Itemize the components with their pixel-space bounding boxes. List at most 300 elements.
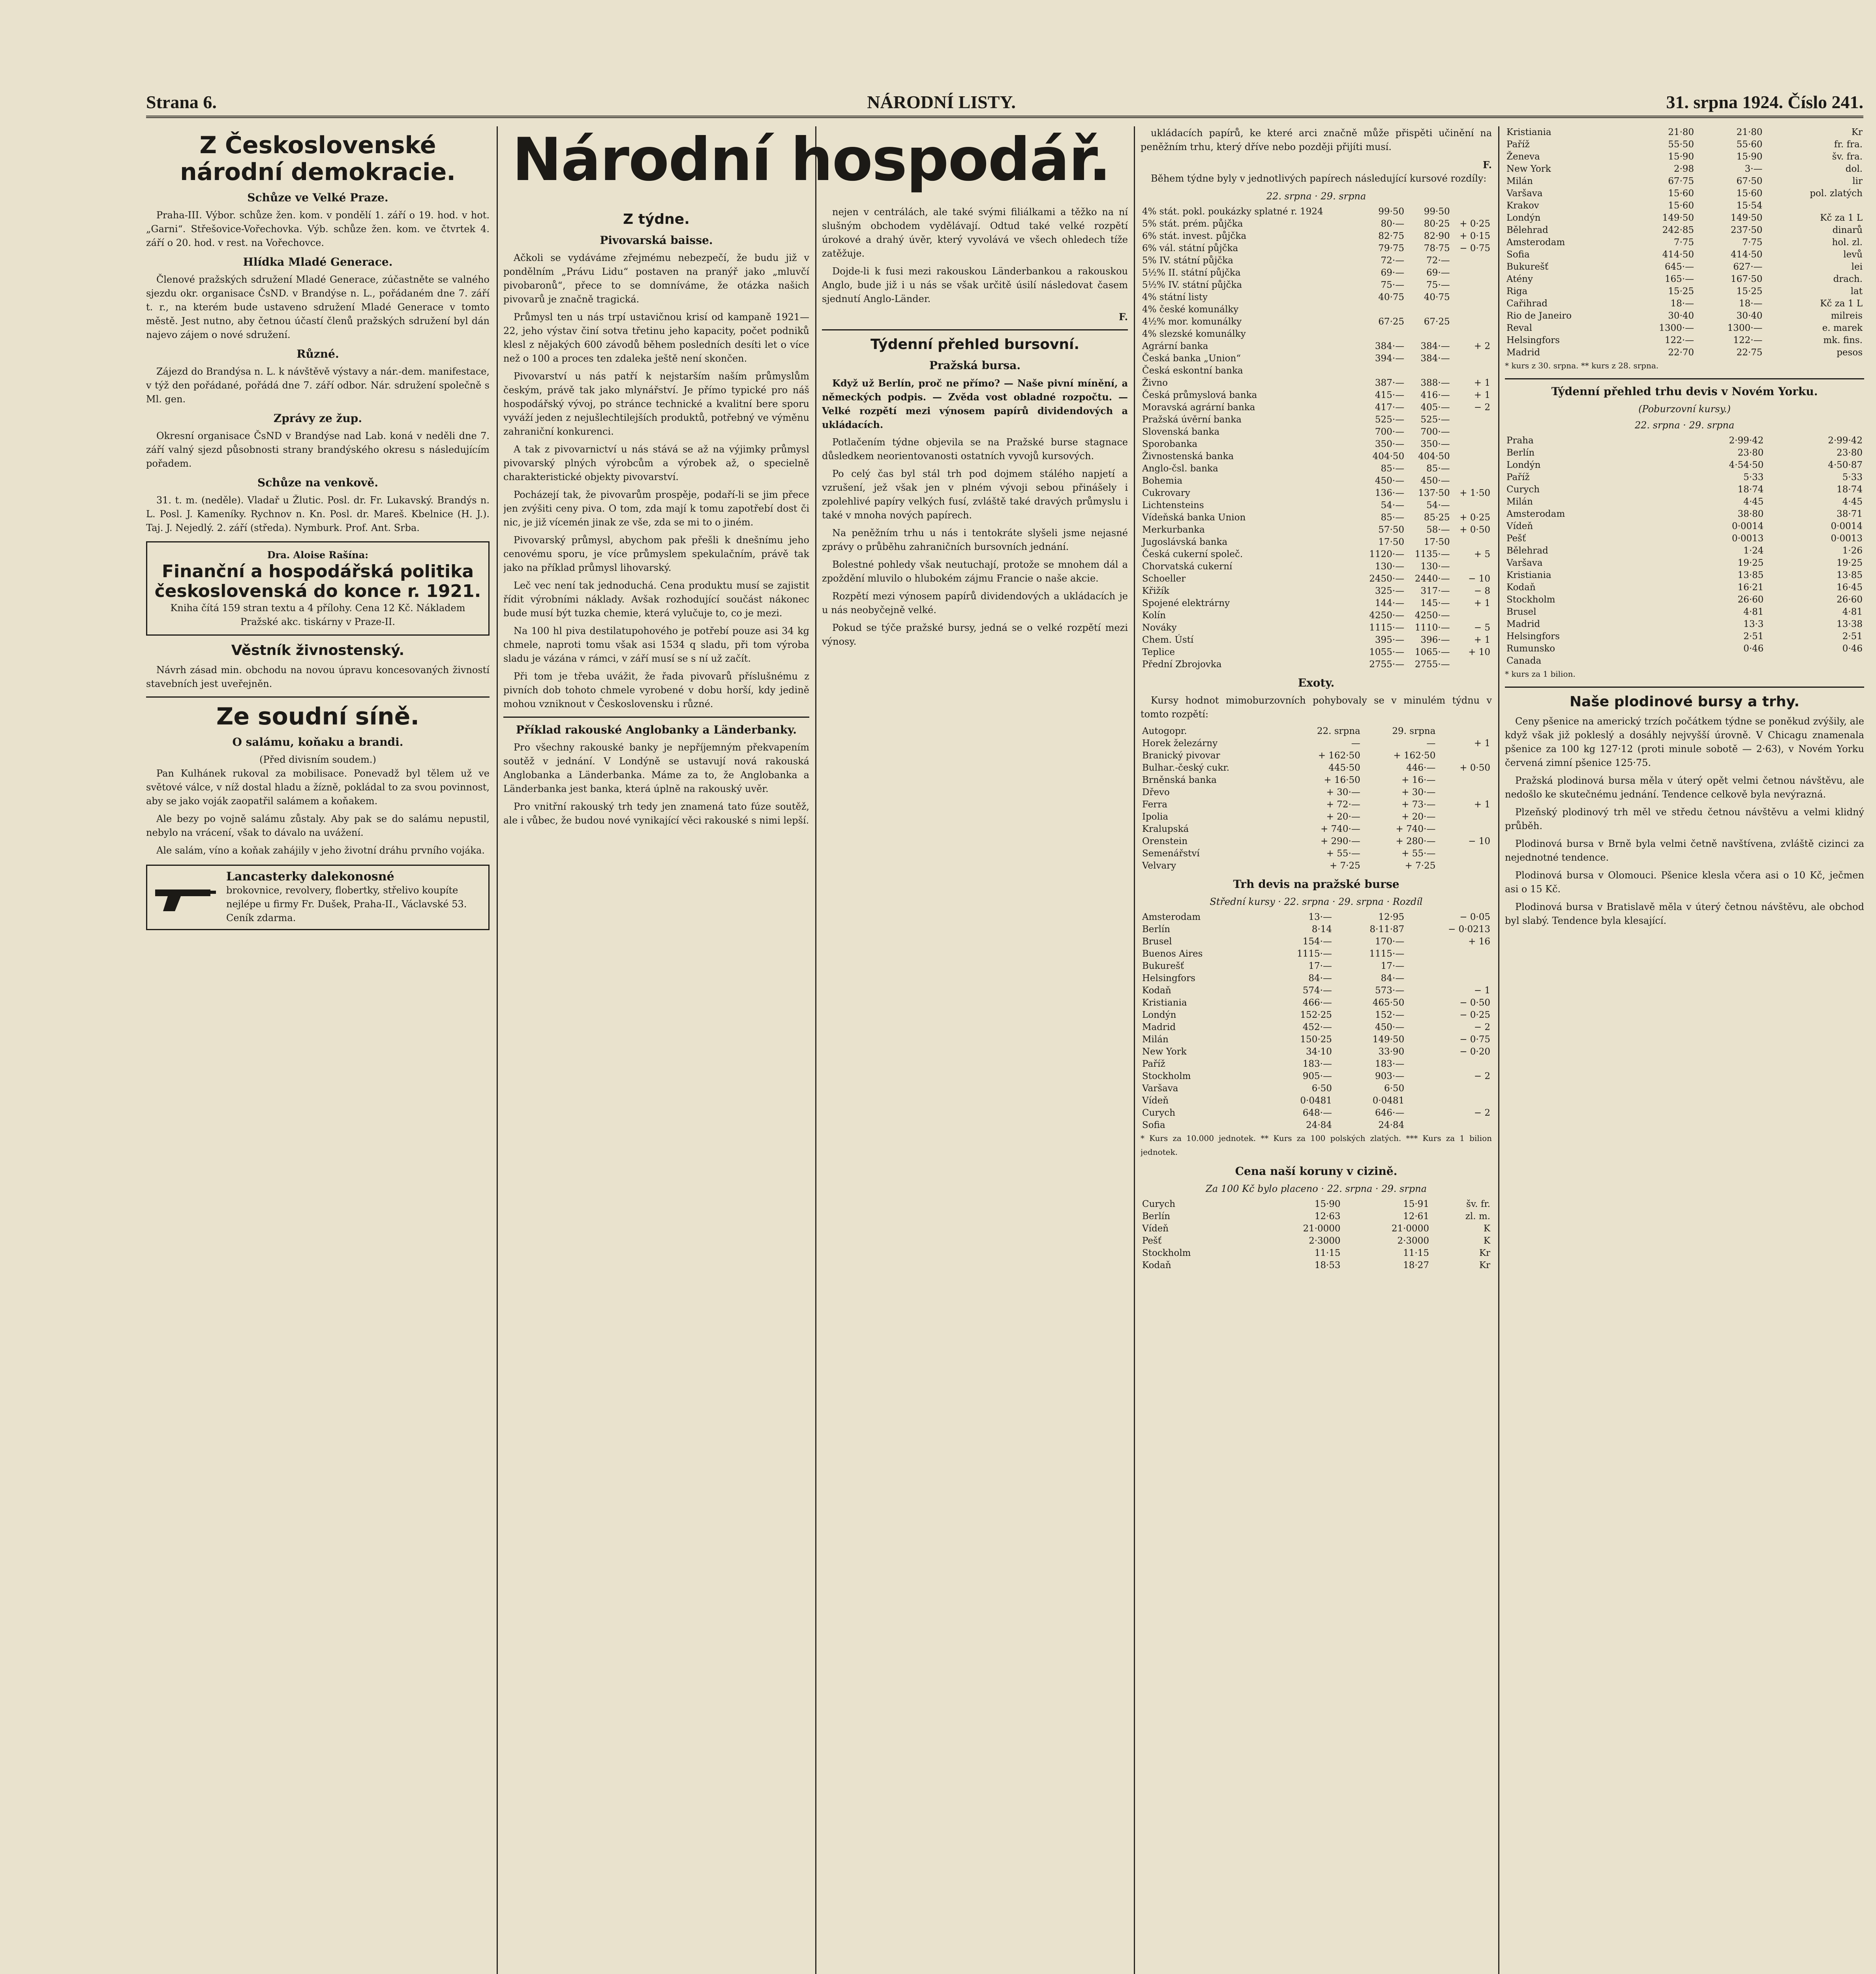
- table-row: [1141, 389, 1492, 402]
- table-row: [1141, 823, 1492, 835]
- row-label: Curych: [1142, 1199, 1176, 1209]
- row-label: Sporobanka: [1142, 439, 1198, 449]
- table-row: [1141, 499, 1492, 512]
- table-row: [1141, 1034, 1492, 1046]
- row-label: Kodaň: [1142, 1260, 1171, 1270]
- row-label: Londýn: [1506, 460, 1541, 470]
- table-row: [1141, 426, 1492, 438]
- cell-value: 79·75: [1378, 243, 1405, 253]
- paragraph: Ceny pšenice na americký trzích počátkem týdne se poněkud zvýšily, ale když však již pokleslý a dosáhly nejvyšší úrovně. V Chicagu znamenala pšenice za 100 kg 127·12 (proti minule sobotě — 2·63), v Novém Yorku červená zimní pšenice 125·75.: [1505, 716, 1864, 768]
- cell-value: 15·90: [1314, 1199, 1341, 1209]
- cell-value: [1452, 316, 1492, 328]
- cell-value: 19·25: [1837, 558, 1863, 568]
- paragraph: Plzeňský plodinový trh měl ve středu četnou návštěvu a velmi klidný průběh.: [1505, 807, 1864, 831]
- cell-value: 4·54·50: [1729, 460, 1764, 470]
- cell-value: [1437, 860, 1492, 872]
- paragraph: Praha-III. Výbor. schůze žen. kom. v pondělí 1. září o 19. hod. v hot. „Garni“. Střešovice-Vořechovka. Výb. schůze žen. kom. ve čtvrtek 4. září o 20. hod. v rest. na Vořechovce.: [146, 210, 490, 248]
- cell-value: + 1: [1474, 635, 1490, 645]
- cell-value: − 2: [1474, 1022, 1490, 1032]
- section-heading: Týdenní přehled bursovní.: [870, 336, 1080, 353]
- cell-value: 82·75: [1378, 231, 1405, 241]
- row-label: Česká průmyslová banka: [1142, 390, 1257, 400]
- cell-value: 15·90: [1736, 152, 1763, 162]
- cell-value: − 2: [1474, 402, 1490, 413]
- table-row: [1505, 139, 1864, 151]
- cell-value: [1452, 206, 1492, 218]
- cell-value: [1452, 414, 1492, 426]
- table-row: [1141, 1198, 1492, 1210]
- cell-value: 237·50: [1730, 225, 1763, 235]
- cell-value: milreis: [1831, 311, 1863, 321]
- table-row: [1141, 279, 1492, 291]
- cell-value: 30·40: [1736, 311, 1763, 321]
- cell-value: − 8: [1474, 586, 1490, 596]
- cell-value: 72·—: [1426, 255, 1450, 266]
- row-label: Rio de Janeiro: [1506, 311, 1572, 321]
- cell-value: 387·—: [1375, 378, 1405, 388]
- cell-value: + 1·50: [1460, 488, 1490, 498]
- row-label: New York: [1506, 164, 1551, 174]
- cell-value: šv. fr.: [1466, 1199, 1490, 1209]
- cell-value: 149·50: [1662, 213, 1694, 223]
- paragraph: Průmysl ten u nás trpí ustavičnou krisí od kampaně 1921—22, jeho výstav činí sotva třetinu jeho kapacity, počet podniků klesl z nějakých 600 závodů během posledních desíti let o více než o 100 a proces ten zdaleka ještě není skončen.: [503, 311, 809, 364]
- paragraph: Plodinová bursa v Olomouci. Pšenice klesla včera asi o 10 Kč, ječmen asi o 15 Kč.: [1505, 870, 1864, 895]
- row-label: Rumunsko: [1506, 644, 1555, 654]
- cell-value: [1437, 786, 1492, 799]
- cell-value: 18·—: [1739, 298, 1763, 309]
- cell-value: 26·60: [1737, 595, 1764, 605]
- cell-value: 1110·—: [1415, 623, 1450, 633]
- section-heading: Ze soudní síně.: [216, 703, 420, 730]
- paragraph: 31. t. m. (neděle). Vladař u Žlutic. Posl. dr. Fr. Lukavský. Brandýs n. L. Posl. J. Kameníky. Rychnov n. Kn. Posl. dr. Mareš. Kbelnice (H. J.). Taj. J. Nejedlý. 2. září (středa). Nymburk. Prof. Ant. Srba.: [146, 495, 490, 533]
- cell-value: + 162·50: [1393, 751, 1436, 761]
- row-label: Živnostenská banka: [1142, 451, 1234, 462]
- table-row: [1141, 353, 1492, 365]
- cell-value: 85·—: [1426, 463, 1450, 474]
- cell-value: 80·—: [1381, 219, 1405, 229]
- subheading: Schůze na venkově.: [257, 476, 379, 489]
- cell-value: − 2: [1474, 1108, 1490, 1118]
- table-header: 22. srpna · 29. srpna: [1634, 420, 1735, 431]
- cell-value: 55·60: [1736, 139, 1763, 150]
- table-row: [1141, 610, 1492, 622]
- subheading: Hlídka Mladé Generace.: [243, 255, 393, 268]
- table-row: [1505, 594, 1864, 606]
- cell-value: 0·0013: [1732, 533, 1764, 544]
- cell-value: 85·25: [1424, 512, 1450, 523]
- column-1: [146, 126, 490, 1974]
- table-row: [1141, 1058, 1492, 1070]
- row-label: Vídeň: [1506, 521, 1533, 531]
- row-label: Autogopr.: [1142, 726, 1187, 736]
- cell-value: [1437, 725, 1492, 737]
- row-label: Ipolia: [1142, 812, 1169, 822]
- book-author: Dra. Aloise Rašína:: [267, 549, 369, 561]
- cell-value: 78·75: [1424, 243, 1450, 253]
- cell-value: 1065·—: [1415, 647, 1450, 657]
- table-row: [1505, 273, 1864, 285]
- paragraph: Pokud se týče pražské bursy, jedná se o velké rozpětí mezi výnosy.: [822, 622, 1128, 647]
- row-label: Atény: [1506, 274, 1533, 284]
- cell-value: 24·84: [1306, 1120, 1332, 1130]
- table-row: [1141, 1070, 1492, 1083]
- row-label: 6% stát. invest. půjčka: [1142, 231, 1247, 241]
- cell-value: 388·—: [1420, 378, 1450, 388]
- cell-value: Kr: [1479, 1260, 1490, 1270]
- paragraph: Leč vec není tak jednoduchá. Cena produktu musí se zajistit řídit výrobními náklady. Avšak rozhodující součást nákonec bude musí být tuzka chemie, která vylučuje to, co je mezi.: [503, 580, 809, 619]
- column-rule: [1498, 126, 1499, 1974]
- cell-value: zl. m.: [1465, 1211, 1490, 1222]
- cell-value: 2440·—: [1415, 574, 1450, 584]
- paragraph: Pražská plodinová bursa měla v úterý opět velmi četnou návštěvu, ale nedošlo ke skutečnému jednání. Tendence celkově byla nevýrazná.: [1505, 775, 1864, 800]
- row-label: Chorvatská cukerní: [1142, 561, 1233, 572]
- cell-value: 85·—: [1381, 512, 1405, 523]
- row-label: Stockholm: [1142, 1248, 1191, 1258]
- table-header: Střední kursy · 22. srpna · 29. srpna · Rozdíl: [1210, 896, 1423, 907]
- cell-value: 19·25: [1737, 558, 1764, 568]
- cell-value: + 290·—: [1320, 836, 1360, 846]
- cell-value: 29. srpna: [1392, 726, 1436, 736]
- table-row: [1141, 377, 1492, 389]
- table-koruna-cizina: [1505, 126, 1864, 359]
- table-row: [1505, 643, 1864, 655]
- cell-value: 15·60: [1668, 188, 1694, 199]
- cell-value: 183·—: [1302, 1059, 1332, 1069]
- cell-value: + 5: [1474, 549, 1490, 559]
- row-label: Londýn: [1142, 1010, 1176, 1020]
- cell-value: + 0·50: [1460, 763, 1490, 773]
- cell-value: 75·—: [1426, 280, 1450, 290]
- table-row: [1505, 322, 1864, 334]
- cell-value: + 0·25: [1460, 512, 1490, 523]
- cell-value: 22. srpna: [1317, 726, 1360, 736]
- cell-value: 350·—: [1375, 439, 1405, 449]
- pistol-icon: [151, 880, 218, 915]
- table-row: [1505, 545, 1864, 557]
- cell-value: 2·98: [1673, 164, 1694, 174]
- cell-value: 4·81: [1743, 607, 1764, 617]
- table-row: [1141, 438, 1492, 450]
- note: (Před divisním soudem.): [259, 754, 376, 765]
- cell-value: [1437, 811, 1492, 823]
- table-row: [1505, 298, 1864, 310]
- cell-value: 2·3000: [1309, 1236, 1341, 1246]
- paragraph: Okresní organisace ČsND v Brandýse nad Lab. koná v neděli dne 7. září valný sjezd působnosti strany brandýského okresu s následujícím pořadem.: [146, 430, 490, 469]
- table-row: [1141, 463, 1492, 475]
- cell-value: 12·61: [1403, 1211, 1429, 1222]
- cell-value: 450·—: [1375, 1022, 1405, 1032]
- row-label: Moravská agrární banka: [1142, 402, 1255, 413]
- table-row: [1141, 835, 1492, 848]
- book-note: Kniha čítá 159 stran textu a 4 přílohy. Cena 12 Kč. Nákladem Pražské akc. tiskárny v Praze-II.: [170, 602, 465, 627]
- table-row: [1505, 261, 1864, 273]
- row-label: Pešť: [1506, 533, 1526, 544]
- cell-value: 67·50: [1736, 176, 1763, 186]
- row-label: Canada: [1506, 656, 1542, 666]
- cell-value: 21·80: [1668, 127, 1694, 137]
- paper-title: NÁRODNÍ LISTY.: [867, 92, 1016, 112]
- table-row: [1141, 923, 1492, 936]
- table-row: [1141, 573, 1492, 585]
- table-row: [1505, 126, 1864, 139]
- cell-value: 23·80: [1737, 448, 1764, 458]
- cell-value: 58·—: [1426, 525, 1450, 535]
- cell-value: [1452, 279, 1492, 291]
- row-label: Cukrovary: [1142, 488, 1190, 498]
- row-label: Paříž: [1506, 472, 1530, 482]
- cell-value: 404·50: [1372, 451, 1405, 462]
- table-row: [1505, 618, 1864, 630]
- paragraph: Pocházejí tak, že pivovarům prospěje, podaří-li se jim přece jen zvýšiti ceny piva. O tom, zda mají k tomu zapotřebí dost či nic, je již vícemén jinak ze vše, zda se mi to o jiném.: [503, 489, 809, 528]
- row-label: Curych: [1142, 1108, 1176, 1118]
- table-devisy: [1141, 911, 1492, 1131]
- row-label: Spojené elektrárny: [1142, 598, 1230, 608]
- cell-value: 3·—: [1745, 164, 1763, 174]
- cell-value: 1120·—: [1369, 549, 1405, 559]
- table-row: [1141, 512, 1492, 524]
- cell-value: [1452, 291, 1492, 304]
- cell-value: + 1: [1474, 799, 1490, 810]
- divider: [1505, 687, 1864, 688]
- row-label: Teplice: [1142, 647, 1175, 657]
- column-5: [1505, 126, 1864, 1974]
- subheading: Příklad rakouské Anglobanky a Länderbanky.: [516, 723, 797, 736]
- cell-value: 2·99·42: [1828, 435, 1863, 446]
- row-label: Bulhar.-český cukr.: [1142, 763, 1230, 773]
- cell-value: 54·—: [1381, 500, 1405, 510]
- cell-value: 150·25: [1300, 1034, 1332, 1045]
- cell-value: 452·—: [1302, 1022, 1332, 1032]
- cell-value: —: [1351, 738, 1360, 749]
- cell-value: Kč za 1 L: [1820, 298, 1863, 309]
- cell-value: 18·27: [1403, 1260, 1429, 1270]
- row-label: Slovenská banka: [1142, 427, 1220, 437]
- cell-value: 1·24: [1743, 546, 1764, 556]
- table-row: [1141, 1223, 1492, 1235]
- table-row: [1505, 310, 1864, 322]
- cell-value: 5·33: [1743, 472, 1764, 482]
- table-row: [1505, 484, 1864, 496]
- table-row: [1141, 848, 1492, 860]
- cell-value: − 5: [1474, 623, 1490, 633]
- table-row: [1505, 557, 1864, 569]
- table-row: [1141, 365, 1492, 377]
- cell-value: 0·0481: [1300, 1096, 1332, 1106]
- table-row: [1505, 188, 1864, 200]
- column-4: [1141, 126, 1492, 1974]
- row-label: Branický pivovar: [1142, 751, 1220, 761]
- row-label: Česká cukerní společ.: [1142, 549, 1243, 559]
- subheading: Schůze ve Velké Praze.: [247, 191, 388, 204]
- cell-value: 8·14: [1311, 924, 1332, 934]
- masthead: [146, 85, 1863, 118]
- cell-value: 414·50: [1730, 250, 1763, 260]
- paragraph: Ale bezy po vojně salámu zůstaly. Aby pak se do salámu nepustil, nebylo na vrácení, však to dávalo na uvážení.: [146, 813, 490, 838]
- row-label: Londýn: [1506, 213, 1541, 223]
- table-row: [1141, 972, 1492, 985]
- cell-value: 4·81: [1842, 607, 1863, 617]
- cell-value: [1406, 960, 1492, 972]
- row-label: Cařihrad: [1506, 298, 1548, 309]
- row-label: Živno: [1142, 378, 1168, 388]
- table-row: [1141, 328, 1492, 340]
- paragraph: Po celý čas byl stál trh pod dojmem stálého napjetí a vzrušení, jež však jen v plném vývoji sebou přinášely i zpolehlivé papíry velkých fusí, zvláště také dravých průmyslu i také v mnoha nových papírech.: [822, 468, 1128, 521]
- cell-value: [1437, 823, 1492, 835]
- column-rule: [1134, 126, 1135, 1974]
- cell-value: [1360, 328, 1406, 340]
- cell-value: 38·80: [1737, 509, 1764, 519]
- cell-value: 6·50: [1384, 1083, 1405, 1094]
- row-label: Kodaň: [1142, 985, 1171, 996]
- paragraph: Potlačením týdne objevila se na Pražské burse stagnace důsledkem neorientovanosti ostatních vyvojů kursových.: [822, 437, 1128, 462]
- cell-value: 1300·—: [1659, 323, 1694, 333]
- paragraph: A tak z pivovarnictví u nás stává se až na výjimky průmysl pivovarský plných výrobcům a výrobek až, o specielně charakteristické objekty pivovarství.: [503, 444, 809, 482]
- cell-value: 645·—: [1664, 262, 1694, 272]
- signature: F.: [1483, 159, 1492, 171]
- cell-value: 648·—: [1302, 1108, 1332, 1118]
- cell-value: 13·3: [1743, 619, 1764, 629]
- cell-value: 416·—: [1420, 390, 1450, 400]
- cell-value: [1406, 1083, 1492, 1095]
- row-label: Brusel: [1142, 936, 1172, 947]
- table-row: [1505, 163, 1864, 175]
- table-row: [1505, 508, 1864, 520]
- cell-value: − 10: [1468, 574, 1490, 584]
- divider: [1505, 378, 1864, 379]
- section-heading: Věstník živnostenský.: [231, 642, 405, 659]
- cell-value: 15·54: [1736, 201, 1763, 211]
- cell-value: 67·25: [1378, 317, 1405, 327]
- cell-value: − 2: [1474, 1071, 1490, 1081]
- cell-value: —: [1426, 738, 1436, 749]
- cell-value: 167·50: [1730, 274, 1763, 284]
- row-label: Ženeva: [1506, 152, 1540, 162]
- cell-value: 2·3000: [1397, 1236, 1429, 1246]
- cell-value: 24·84: [1378, 1120, 1405, 1130]
- paragraph: Pivovarství u nás patří k nejstarším naším průmyslům českým, právě tak jako mlynářství. Je přímo typické pro náš hospodářský vývoj, po stránce technické a kvalitní bere sporu vyváží jeden z nejušlechtilejších produktů, potřebný ve výměnu zahraniční konkurenci.: [503, 371, 809, 437]
- table-row: [1141, 1083, 1492, 1095]
- row-label: Velvary: [1142, 861, 1176, 871]
- row-label: Bukurešť: [1142, 961, 1184, 971]
- cell-value: 700·—: [1420, 427, 1450, 437]
- cell-value: 99·50: [1378, 206, 1405, 217]
- cell-value: 183·—: [1375, 1059, 1405, 1069]
- row-label: Chem. Ústí: [1142, 635, 1194, 645]
- table-row: [1141, 985, 1492, 997]
- cell-value: [1452, 438, 1492, 450]
- cell-value: [1452, 659, 1492, 671]
- cell-value: 137·50: [1418, 488, 1450, 498]
- cell-value: 0·0014: [1831, 521, 1863, 531]
- row-label: Varšava: [1506, 558, 1543, 568]
- cell-value: [1452, 328, 1492, 340]
- cell-value: + 1: [1474, 390, 1490, 400]
- cell-value: 700·—: [1375, 427, 1405, 437]
- table-row: [1505, 285, 1864, 298]
- cell-value: 317·—: [1420, 586, 1450, 596]
- table-row: [1505, 212, 1864, 224]
- row-label: Helsingfors: [1506, 631, 1560, 642]
- paragraph: ukládacích papírů, ke které arci značně může přispěti učinění na peněžním trhu, který dříve nebo později přijíti musí.: [1141, 128, 1492, 152]
- table-row: [1141, 548, 1492, 561]
- cell-value: 394·—: [1375, 353, 1405, 364]
- table-row: [1141, 860, 1492, 872]
- cell-value: 574·—: [1302, 985, 1332, 996]
- row-label: Česká eskontní banka: [1142, 366, 1243, 376]
- cell-value: 84·—: [1308, 973, 1332, 983]
- row-label: Milán: [1142, 1034, 1169, 1045]
- table-row: [1141, 561, 1492, 573]
- cell-value: K: [1483, 1223, 1490, 1234]
- row-label: Kristiania: [1506, 127, 1551, 137]
- cell-value: [1360, 365, 1406, 377]
- cell-value: 130·—: [1375, 561, 1405, 572]
- cell-value: 1055·—: [1369, 647, 1405, 657]
- row-label: Vídeňská banka Union: [1142, 512, 1246, 523]
- subheading: Zprávy ze žup.: [273, 412, 362, 425]
- subheading: O salámu, koňaku a brandi.: [232, 736, 403, 749]
- cell-value: + 20·—: [1401, 812, 1436, 822]
- row-label: Kodaň: [1506, 582, 1536, 593]
- table-row: [1141, 750, 1492, 762]
- cell-value: [1406, 304, 1452, 316]
- cell-value: 84·—: [1381, 973, 1405, 983]
- row-label: Semenářství: [1142, 848, 1200, 859]
- cell-value: [1452, 365, 1492, 377]
- table-row: [1141, 774, 1492, 786]
- cell-value: 15·60: [1736, 188, 1763, 199]
- row-label: Dřevo: [1142, 787, 1170, 797]
- cell-value: 405·—: [1420, 402, 1450, 413]
- cell-value: 122·—: [1733, 335, 1763, 345]
- cell-value: + 0·50: [1460, 525, 1490, 535]
- row-label: Amsterodam: [1506, 509, 1565, 519]
- table-row: [1505, 151, 1864, 163]
- subheading: Pivovarská baisse.: [600, 234, 713, 247]
- row-label: Schoeller: [1142, 574, 1186, 584]
- cell-value: [1406, 365, 1452, 377]
- cell-value: 450·—: [1375, 476, 1405, 486]
- cell-value: 646·—: [1375, 1108, 1405, 1118]
- cell-value: 12·63: [1314, 1211, 1341, 1222]
- table-row: [1141, 786, 1492, 799]
- cell-value: 23·80: [1837, 448, 1863, 458]
- row-label: Madrid: [1506, 619, 1540, 629]
- table-row: [1141, 622, 1492, 634]
- cell-value: + 73·—: [1401, 799, 1436, 810]
- cell-value: [1452, 561, 1492, 573]
- cell-value: 13·38: [1837, 619, 1863, 629]
- cell-value: 17·50: [1378, 537, 1405, 547]
- paragraph: nejen v centrálách, ale také svými filiálkami a těžko na ní slušným obchodem vydělávají. Odtud také velké rozpětí úrokové a drahý úvěr, který vyvolává ve všech ohledech tíže zatěžuje.: [822, 206, 1128, 259]
- table-row: [1141, 536, 1492, 548]
- paragraph: Ale salám, víno a koňak zahájily v jeho životní dráhu prvního vojáka.: [156, 845, 485, 856]
- cell-value: + 280·—: [1396, 836, 1436, 846]
- cell-value: 1300·—: [1727, 323, 1763, 333]
- table-row: [1141, 585, 1492, 597]
- cell-value: 525·—: [1420, 415, 1450, 425]
- cell-value: 2755·—: [1369, 659, 1405, 670]
- section-heading: Naše plodinové bursy a trhy.: [1569, 694, 1800, 710]
- row-label: 6% vál. státní půjčka: [1142, 243, 1238, 253]
- row-label: 4% státní listy: [1142, 292, 1208, 302]
- cell-value: [1452, 475, 1492, 487]
- table-row: [1141, 1119, 1492, 1131]
- row-label: Buenos Aires: [1142, 949, 1203, 959]
- table-kursy: [1141, 206, 1492, 671]
- cell-value: + 7·25: [1329, 861, 1360, 871]
- table-row: [1141, 659, 1492, 671]
